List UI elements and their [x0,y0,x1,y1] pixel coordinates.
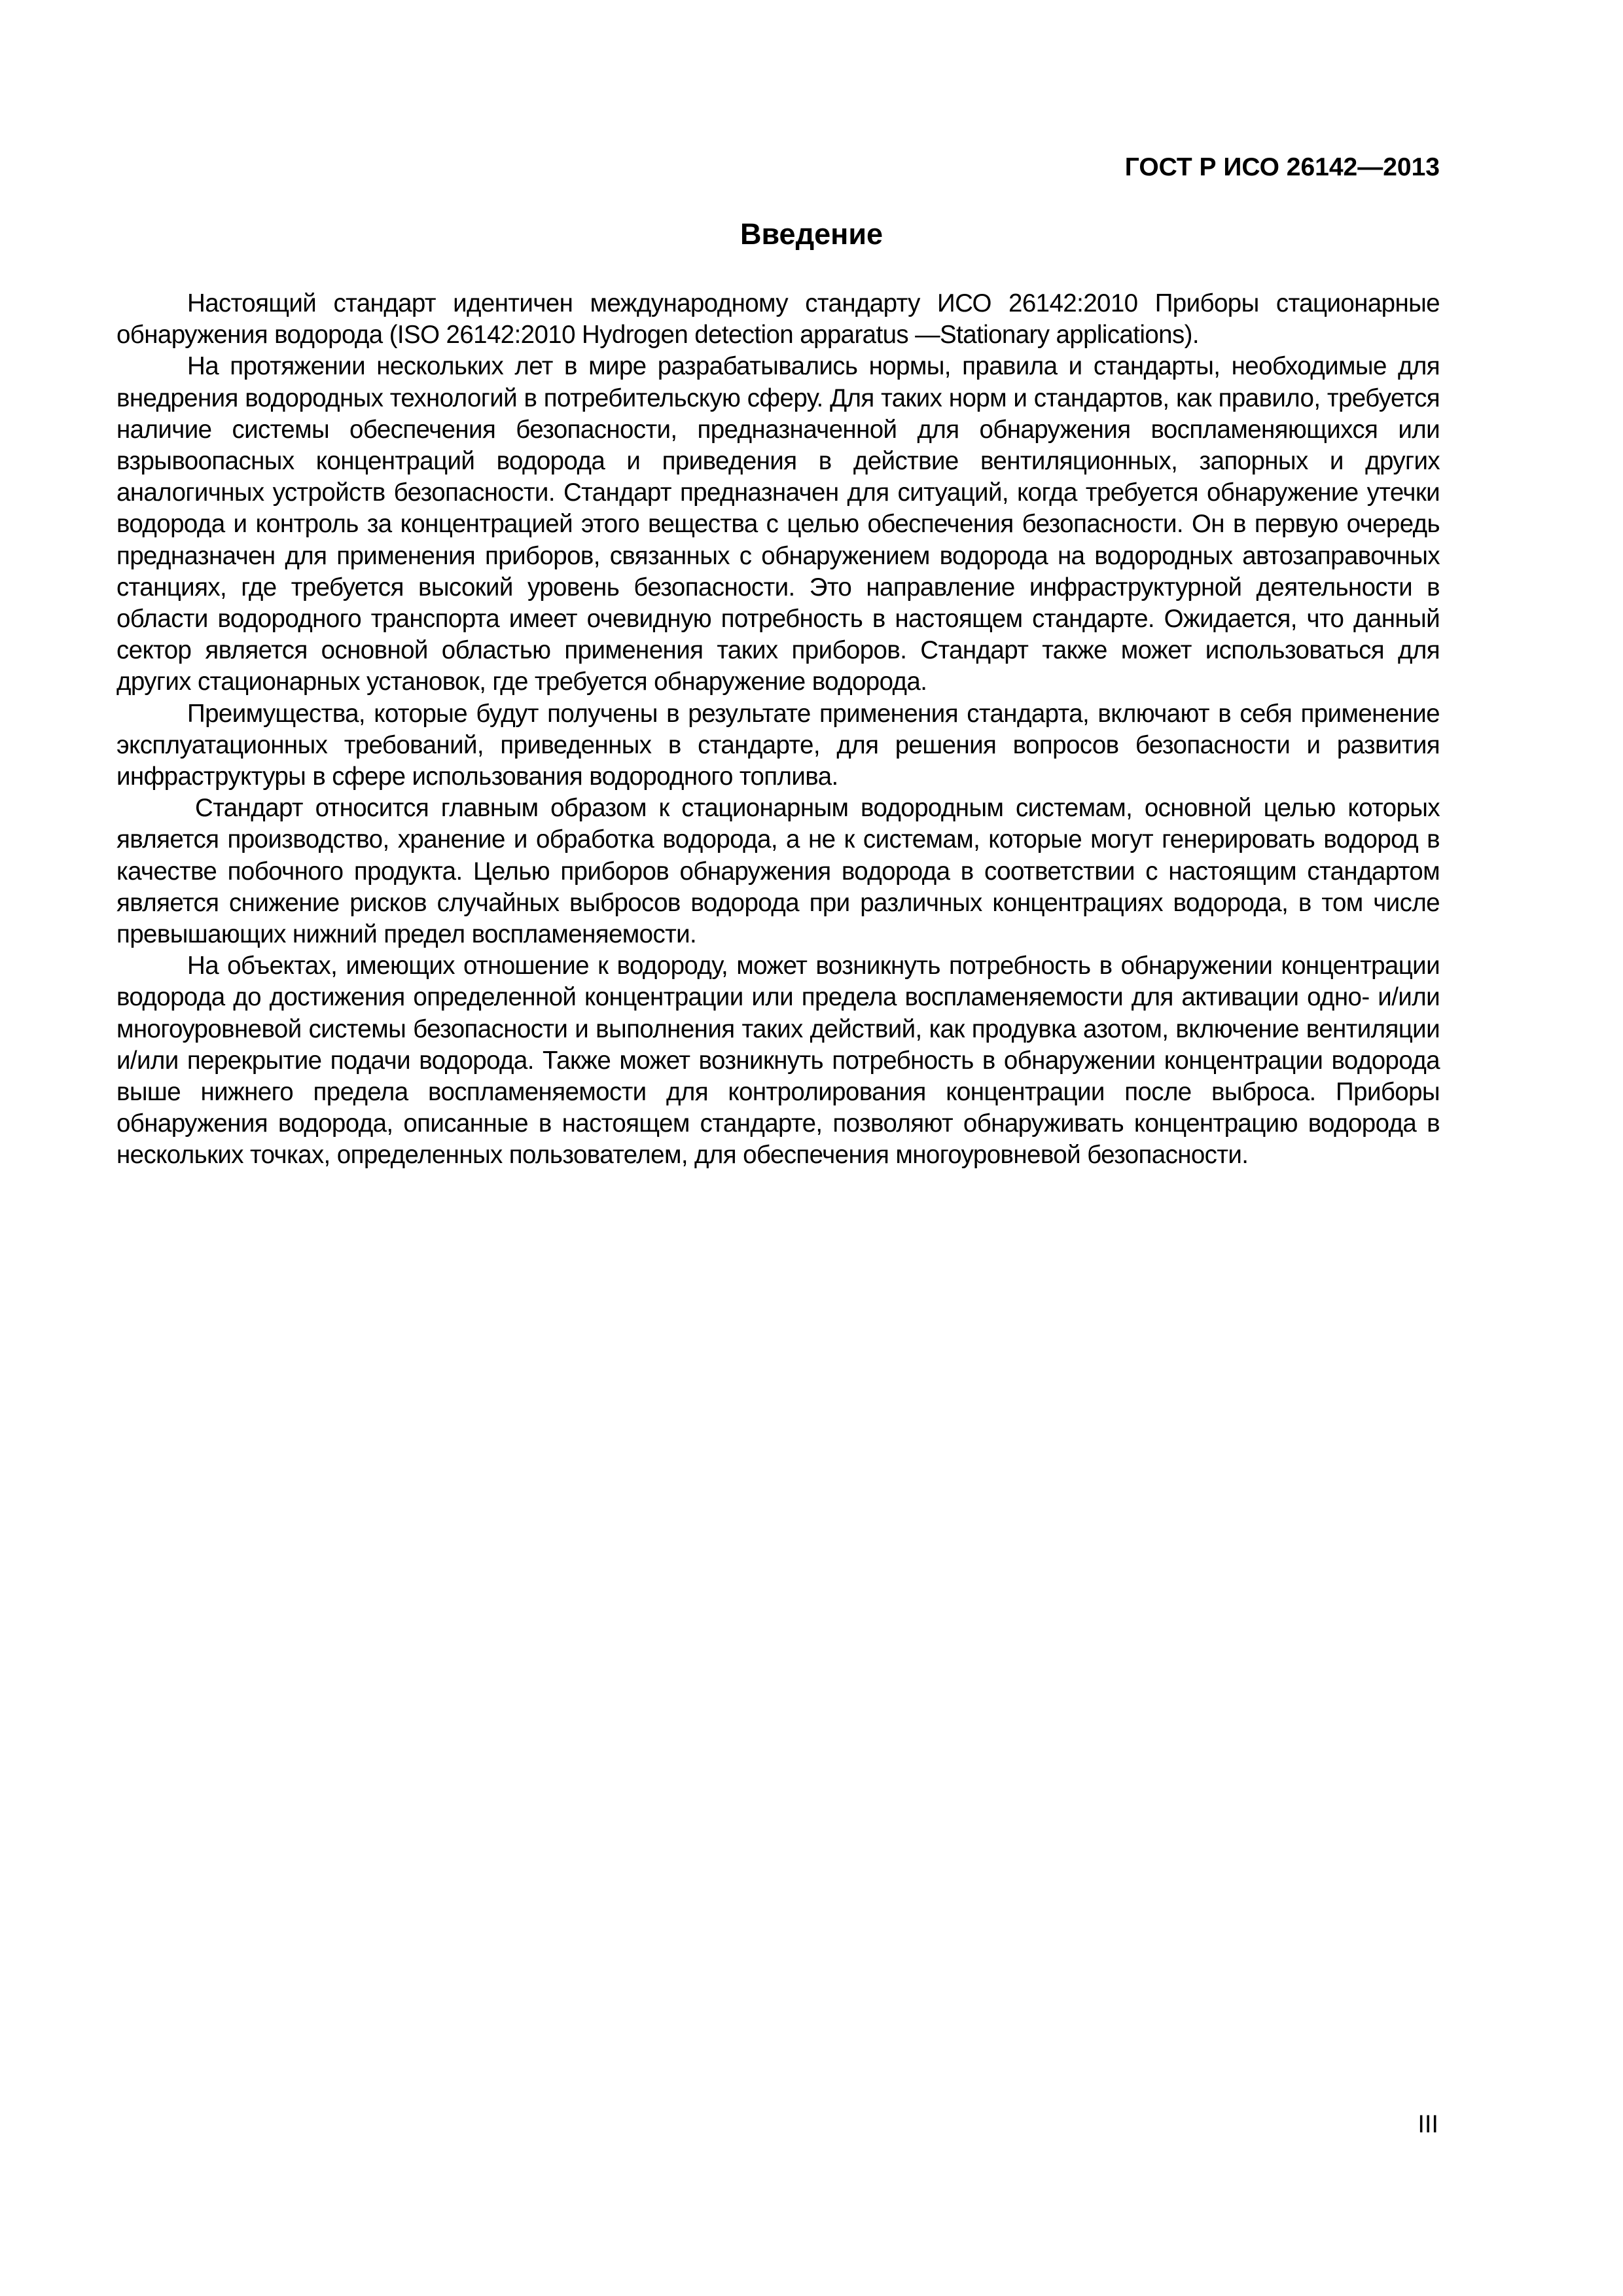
paragraph-benefits: Преимущества, которые будут получены в результате применения стандарта, включают в себя применение эксплуатационных требований, приведенных в стандарте, для решения вопросов безопасности и развития инфраструктуры в сфере использования водородного топлива. [116,699,1440,791]
introduction-body [116,288,1440,1172]
paragraph-scope: Стандарт относится главным образом к стационарным водородным системам, основной целью которых является производство, хранение и обработка водорода, а не к системам, которые могут генерировать водород в качестве побочного продукта. Целью приборов обнаружения водорода в соответствии с настоящим стандартом является снижение рисков случайных выбросов водорода при различных концентрациях водорода, в том числе превышающих нижний предел воспламеняемости. [116,794,1440,949]
page-number: III [1418,2111,1438,2138]
paragraph-standard-identity: Настоящий стандарт идентичен международному стандарту ИСО 26142:2010 Приборы стационарные обнаружения водорода (ISO 26142:2010 Hydrogen detection apparatus —Stationary applications). [116,289,1440,350]
section-title: Введение [740,217,883,251]
document-code-header: ГОСТ Р ИСО 26142—2013 [1124,153,1440,181]
paragraph-detection-needs: На объектах, имеющих отношение к водороду, может возникнуть потребность в обнаружении концентрации водорода до достижения определенной концентрации или предела воспламеняемости для активации одно- и/или многоуровневой системы безопасности и выполнения таких действий, как продувка азотом, включение вентиляции и/или перекрытие подачи водорода. Также может возникнуть потребность в обнаружении концентрации водорода выше нижнего предела воспламеняемости для контролирования концентрации после выброса. Приборы обнаружения водорода, описанные в настоящем стандарте, позволяют обнаруживать концентрацию водорода в нескольких точках, определенных пользователем, для обеспечения многоуровневой безопасности. [116,952,1440,1170]
paragraph-background: На протяжении нескольких лет в мире разрабатывались нормы, правила и стандарты, необходимые для внедрения водородных технологий в потребительскую сферу. Для таких норм и стандартов, как правило, требуется наличие системы обеспечения безопасности, предназначенной для обнаружения воспламеняющихся или взрывоопасных концентраций водорода и приведения в действие вентиляционных, запорных и других аналогичных устройств безопасности. Стандарт предназначен для ситуаций, когда требуется обнаружение утечки водорода и контроль за концентрацией этого вещества с целью обеспечения безопасности. Он в первую очередь предназначен для применения приборов, связанных с обнаружением водорода на водородных автозаправочных станциях, где требуется высокий уровень безопасности. Это направление инфраструктурной деятельности в области водородного транспорта имеет очевидную потребность в настоящем стандарте. Ожидается, что данный сектор является основной областью применения таких приборов. Стандарт также может использоваться для других стационарных установок, где требуется обнаружение водорода. [116,352,1440,696]
